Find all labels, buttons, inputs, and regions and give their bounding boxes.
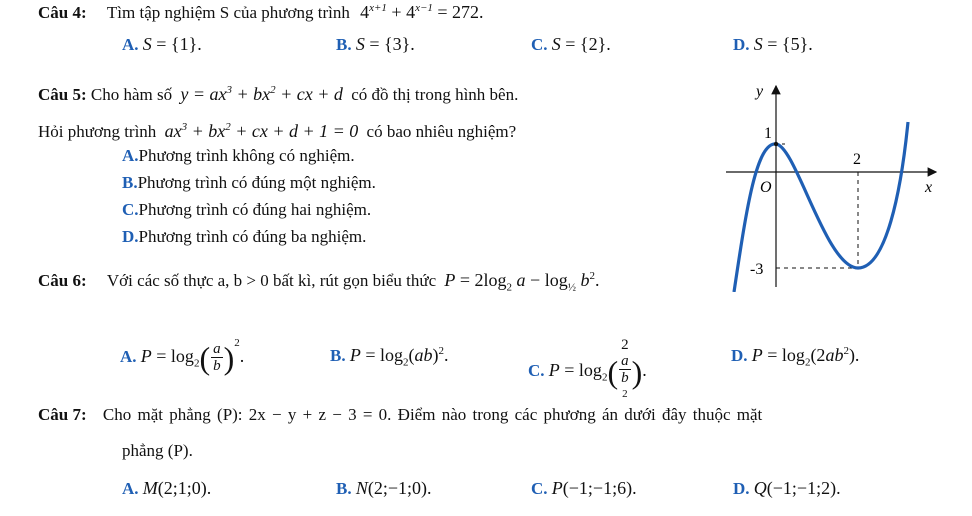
option-letter: A. bbox=[122, 479, 139, 498]
option-letter: A. bbox=[120, 347, 137, 366]
y-axis-label: y bbox=[756, 83, 764, 100]
q5-option-c[interactable] bbox=[122, 200, 371, 220]
q7-option-a[interactable] bbox=[122, 478, 211, 499]
q5-text2: có đồ thị trong hình bên. bbox=[351, 85, 519, 104]
option-letter: A. bbox=[122, 35, 139, 54]
q7-label: Câu 7: bbox=[38, 405, 87, 424]
option-letter: C. bbox=[531, 479, 548, 498]
origin-label: O bbox=[760, 179, 772, 196]
q6-text: Với các số thực a, b > 0 bất kì, rút gọn biểu thức bbox=[106, 271, 437, 290]
q5-line-1 bbox=[38, 84, 518, 105]
q7-text2: phẳng (P). bbox=[122, 441, 193, 460]
option-letter: B. bbox=[336, 479, 352, 498]
option-expr: S = {1}. bbox=[142, 34, 202, 54]
q6-expr: $P = 2\log_2$ $a - \log_{\frac{1}{2}} b^2$. bbox=[444, 270, 600, 294]
q5-option-d[interactable] bbox=[122, 227, 366, 247]
q6-option-b[interactable] bbox=[330, 345, 449, 369]
option-expr: $P = \log_2$( $\frac{a}{b}$ )$^2$. bbox=[140, 337, 245, 376]
q5-label: Câu 5: bbox=[38, 85, 87, 104]
q5-func: $y = ax^3 + bx^2$ + cx + d bbox=[180, 84, 343, 104]
option-expr: S = {5}. bbox=[753, 34, 813, 54]
option-letter: D. bbox=[733, 479, 750, 498]
option-letter: C. bbox=[531, 35, 548, 54]
q6-option-d[interactable] bbox=[731, 345, 859, 369]
q4-label: Câu 4: bbox=[38, 3, 87, 22]
q7-option-c[interactable] bbox=[531, 478, 637, 499]
q6-label: Câu 6: bbox=[38, 271, 87, 290]
tick-label-1: 1 bbox=[764, 125, 772, 142]
q5-equation: $ax^3 + bx^2$ + cx + d + 1 = 0 bbox=[164, 121, 359, 141]
option-expr: $P = \log_2$( 2 a b $^2$ ). bbox=[548, 337, 647, 400]
q4-line bbox=[38, 2, 484, 23]
option-letter: C. bbox=[122, 200, 139, 219]
q5-question2: có bao nhiêu nghiệm? bbox=[366, 122, 517, 141]
q4-text: Tìm tập nghiệm S của phương trình bbox=[106, 3, 350, 22]
q6-line bbox=[38, 270, 599, 294]
q6-option-c[interactable] bbox=[528, 337, 647, 407]
x-axis-label: x bbox=[925, 179, 933, 196]
q5-option-b[interactable] bbox=[122, 173, 376, 193]
q4-equation: $4^{x+1} + 4^{x-1} = 272$. bbox=[360, 2, 484, 22]
tick-label-minus3: -3 bbox=[750, 261, 764, 278]
option-expr: P(−1;−1;6). bbox=[551, 478, 637, 498]
q7-line-1 bbox=[38, 405, 762, 425]
cubic-graph bbox=[726, 82, 946, 292]
option-letter: D. bbox=[122, 227, 139, 246]
option-expr: Q(−1;−1;2). bbox=[753, 478, 841, 498]
option-letter: B. bbox=[330, 346, 346, 365]
tick-label-2: 2 bbox=[853, 151, 861, 168]
option-expr: $P = \log_2(2ab^2)$. bbox=[751, 345, 860, 369]
option-expr: $P = \log_2(ab)^2$. bbox=[349, 345, 449, 369]
q6-option-a[interactable] bbox=[120, 337, 244, 374]
q7-option-b[interactable] bbox=[336, 478, 432, 499]
option-text: Phương trình không có nghiệm. bbox=[138, 146, 355, 165]
q7-text1: Cho mặt phẳng (P): 2x − y + z − 3 = 0. Điểm nào trong các phương án dưới đây thuộc mặt bbox=[102, 405, 763, 424]
option-expr: S = {3}. bbox=[355, 34, 415, 54]
option-letter: D. bbox=[731, 346, 748, 365]
option-expr: S = {2}. bbox=[551, 34, 611, 54]
option-expr: N(2;−1;0). bbox=[355, 478, 432, 498]
q5-text1: Cho hàm số bbox=[90, 85, 173, 104]
q7-line-2 bbox=[122, 441, 193, 461]
q5-option-a[interactable] bbox=[122, 146, 355, 166]
q4-option-b[interactable] bbox=[336, 34, 415, 55]
option-text: Phương trình có đúng một nghiệm. bbox=[137, 173, 376, 192]
q5-question1: Hỏi phương trình bbox=[38, 122, 157, 141]
option-letter: C. bbox=[528, 361, 545, 381]
option-letter: B. bbox=[336, 35, 352, 54]
option-text: Phương trình có đúng ba nghiệm. bbox=[138, 227, 367, 246]
q4-option-c[interactable] bbox=[531, 34, 611, 55]
point-y1 bbox=[774, 142, 778, 146]
q4-option-d[interactable] bbox=[733, 34, 813, 55]
option-letter: B. bbox=[122, 173, 138, 192]
option-text: Phương trình có đúng hai nghiệm. bbox=[138, 200, 372, 219]
option-letter: A. bbox=[122, 146, 139, 165]
q7-option-d[interactable] bbox=[733, 478, 841, 499]
option-expr: M(2;1;0). bbox=[142, 478, 212, 498]
option-letter: D. bbox=[733, 35, 750, 54]
q4-option-a[interactable] bbox=[122, 34, 202, 55]
q5-line-2 bbox=[38, 121, 516, 142]
